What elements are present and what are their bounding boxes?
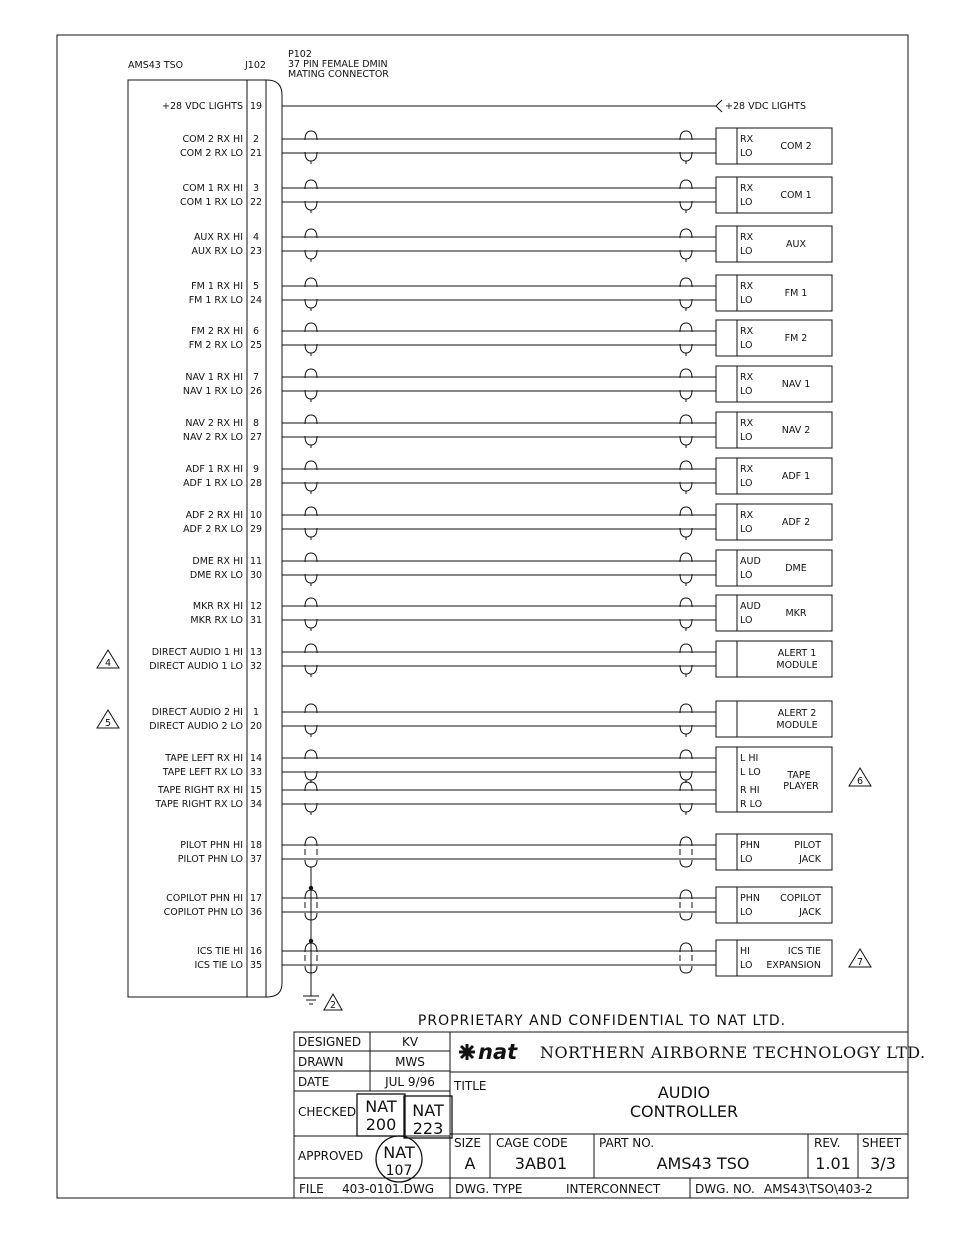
dwg-no-value: AMS43\TSO\403-2 bbox=[764, 1182, 873, 1196]
proprietary-notice: PROPRIETARY AND CONFIDENTIAL TO NAT LTD. bbox=[417, 1013, 787, 1029]
ground-symbol bbox=[303, 968, 319, 1004]
shield-left-icon bbox=[305, 461, 317, 491]
phone-lo-label: PILOT PHN LO bbox=[177, 854, 243, 865]
device-hi-pin: RX bbox=[740, 326, 754, 337]
pair-hi-pin: 5 bbox=[252, 281, 260, 292]
svg-text:NAT: NAT bbox=[412, 1101, 444, 1120]
cage-value: 3AB01 bbox=[514, 1154, 568, 1173]
shield-left-icon bbox=[305, 553, 317, 583]
device-hi-pin: RX bbox=[740, 372, 754, 383]
sheet-value: 3/3 bbox=[870, 1154, 896, 1173]
device-lo-pin: LO bbox=[740, 340, 753, 351]
pair-hi-pin: 12 bbox=[249, 601, 263, 612]
pair-hi-label: AUX RX HI bbox=[193, 232, 243, 243]
shield-right-icon bbox=[680, 229, 692, 259]
svg-text:NAT: NAT bbox=[365, 1097, 397, 1116]
device-box bbox=[716, 412, 832, 448]
plug-desc-line2: MATING CONNECTOR bbox=[288, 69, 389, 80]
junction-dot bbox=[309, 939, 313, 943]
file-value: 403-0101.DWG bbox=[342, 1182, 434, 1196]
unit-label: AMS43 TSO bbox=[128, 60, 184, 71]
pair-lo-label: DIRECT AUDIO 1 LO bbox=[149, 661, 243, 672]
device-name: COM 2 bbox=[780, 141, 812, 152]
junction-dot bbox=[309, 886, 313, 890]
jack-device-name: COPILOT bbox=[780, 893, 821, 904]
pair-lo-pin: 21 bbox=[249, 148, 263, 159]
pair-lo-pin: 27 bbox=[249, 432, 263, 443]
shield-right-icon bbox=[680, 180, 692, 210]
pair-hi-label: FM 2 RX HI bbox=[191, 326, 243, 337]
tape-line-pin: 34 bbox=[249, 799, 263, 810]
device-hi-pin: RX bbox=[740, 232, 754, 243]
title-line2: CONTROLLER bbox=[629, 1102, 739, 1121]
pair-lo-pin: 24 bbox=[249, 295, 263, 306]
pair-hi-label: FM 1 RX HI bbox=[191, 281, 243, 292]
jack-device-name: PILOT bbox=[794, 840, 821, 851]
svg-text:2: 2 bbox=[329, 1000, 337, 1011]
jack-lo-pin: LO bbox=[740, 960, 753, 971]
device-name: MKR bbox=[785, 608, 807, 619]
phone-hi-pin: 18 bbox=[249, 840, 263, 851]
rev-value: 1.01 bbox=[815, 1154, 851, 1173]
device-hi-pin: RX bbox=[740, 281, 754, 292]
cage-label: CAGE CODE bbox=[496, 1136, 568, 1150]
size-label: SIZE bbox=[454, 1136, 481, 1150]
phone-lo-pin: 37 bbox=[249, 854, 263, 865]
pair-lo-label: MKR RX LO bbox=[190, 615, 243, 626]
shield-left-icon bbox=[305, 131, 317, 161]
device-name: NAV 1 bbox=[781, 379, 811, 390]
jack-device-name-line2: JACK bbox=[799, 907, 821, 918]
device-hi-pin: RX bbox=[740, 183, 754, 194]
jack-device-name-line2: EXPANSION bbox=[766, 960, 821, 971]
pair-lo-label: COM 1 RX LO bbox=[180, 197, 243, 208]
pair-lo-label: ADF 2 RX LO bbox=[183, 524, 243, 535]
tape-line-label: TAPE LEFT RX LO bbox=[162, 767, 243, 778]
jack-device-name-line2: JACK bbox=[799, 854, 821, 865]
pair-lo-pin: 25 bbox=[249, 340, 263, 351]
designed-value: KV bbox=[401, 1035, 419, 1049]
pair-lo-label: FM 2 RX LO bbox=[188, 340, 243, 351]
dwg-type-value: INTERCONNECT bbox=[566, 1182, 661, 1196]
pair-lo-label: ADF 1 RX LO bbox=[183, 478, 243, 489]
jack-hi-pin: PHN bbox=[740, 840, 760, 851]
note-flag-4: 4 bbox=[104, 658, 112, 669]
tape-line-label: TAPE RIGHT RX LO bbox=[155, 799, 243, 810]
device-lo-pin: LO bbox=[740, 148, 753, 159]
shield-icon bbox=[305, 837, 317, 867]
note-flag-7: 7 bbox=[856, 957, 864, 968]
pair-hi-label: NAV 1 RX HI bbox=[185, 372, 243, 383]
device-hi-pin: RX bbox=[740, 134, 754, 145]
device-lo-pin: LO bbox=[740, 524, 753, 535]
device-name: FM 2 bbox=[784, 333, 808, 344]
pair-hi-label: COM 1 RX HI bbox=[182, 183, 243, 194]
shield-right-icon bbox=[680, 750, 692, 780]
pair-lo-pin: 29 bbox=[249, 524, 263, 535]
pair-hi-label: MKR RX HI bbox=[192, 601, 243, 612]
pair-lo-pin: 26 bbox=[249, 386, 263, 397]
jack-hi-pin: PHN bbox=[740, 893, 760, 904]
approved-label: APPROVED bbox=[298, 1149, 364, 1163]
shield-right-icon bbox=[680, 704, 692, 734]
device-name: ADF 2 bbox=[781, 517, 811, 528]
pair-hi-label: ADF 1 RX HI bbox=[185, 464, 243, 475]
shield-icon bbox=[680, 837, 692, 867]
tape-device-pin: L HI bbox=[740, 753, 759, 764]
device-hi-pin: RX bbox=[740, 418, 754, 429]
note-flag-6: 6 bbox=[856, 776, 864, 787]
rev-label: REV. bbox=[814, 1136, 841, 1150]
date-label: DATE bbox=[298, 1075, 330, 1089]
dwg-type-label: DWG. TYPE bbox=[455, 1182, 523, 1196]
tape-line-pin: 33 bbox=[249, 767, 263, 778]
wiring-group bbox=[97, 100, 871, 976]
pair-lo-pin: 23 bbox=[249, 246, 263, 257]
tape-device-name: TAPE bbox=[787, 770, 811, 781]
jack-hi-pin: HI bbox=[740, 946, 750, 957]
shield-right-icon bbox=[680, 644, 692, 674]
pair-lo-label: NAV 2 RX LO bbox=[182, 432, 243, 443]
svg-text:nat: nat bbox=[478, 1040, 518, 1064]
tape-device-pin: L LO bbox=[740, 767, 761, 778]
pair-lo-label: FM 1 RX LO bbox=[188, 295, 243, 306]
lights-arrow-icon bbox=[716, 100, 722, 112]
part-label: PART NO. bbox=[599, 1136, 655, 1150]
sheet-label: SHEET bbox=[862, 1136, 902, 1150]
phone-lo-pin: 35 bbox=[249, 960, 263, 971]
shield-left-icon bbox=[305, 229, 317, 259]
device-lo-pin: LO bbox=[740, 478, 753, 489]
pair-hi-label: DIRECT AUDIO 1 HI bbox=[151, 647, 243, 658]
shield-left-icon bbox=[305, 782, 317, 812]
phone-lo-label: ICS TIE LO bbox=[194, 960, 243, 971]
device-box bbox=[716, 177, 832, 213]
pair-lo-pin: 22 bbox=[249, 197, 263, 208]
pair-lo-pin: 20 bbox=[249, 721, 263, 732]
device-lo-pin: LO bbox=[740, 615, 753, 626]
shield-left-icon bbox=[305, 278, 317, 308]
checked-label: CHECKED bbox=[298, 1105, 357, 1119]
jack-device-name: ICS TIE bbox=[787, 946, 821, 957]
pair-hi-pin: 9 bbox=[252, 464, 260, 475]
pair-hi-label: DME RX HI bbox=[192, 556, 243, 567]
pair-lo-pin: 28 bbox=[249, 478, 263, 489]
device-box bbox=[716, 701, 832, 737]
file-label: FILE bbox=[299, 1182, 324, 1196]
pair-hi-pin: 3 bbox=[252, 183, 260, 194]
shield-right-icon bbox=[680, 323, 692, 353]
pair-hi-pin: 7 bbox=[252, 372, 260, 383]
nat-logo bbox=[459, 1040, 518, 1064]
device-name: ALERT 1 bbox=[777, 648, 817, 659]
device-name-line2: MODULE bbox=[776, 720, 818, 731]
shield-right-icon bbox=[680, 507, 692, 537]
device-box bbox=[716, 504, 832, 540]
starburst-icon bbox=[459, 1044, 475, 1060]
pair-lo-pin: 31 bbox=[249, 615, 263, 626]
pair-hi-pin: 1 bbox=[252, 707, 260, 718]
device-name: ALERT 2 bbox=[777, 708, 817, 719]
pair-lo-label: DIRECT AUDIO 2 LO bbox=[149, 721, 243, 732]
shield-left-icon bbox=[305, 369, 317, 399]
pair-hi-label: NAV 2 RX HI bbox=[185, 418, 243, 429]
shield-left-icon bbox=[305, 644, 317, 674]
dwg-no-label: DWG. NO. bbox=[695, 1182, 755, 1196]
device-box bbox=[716, 595, 832, 631]
jack-label: J102 bbox=[245, 60, 266, 71]
device-box bbox=[716, 366, 832, 402]
pair-hi-pin: 13 bbox=[249, 647, 263, 658]
pair-hi-pin: 4 bbox=[252, 232, 260, 243]
pair-hi-label: DIRECT AUDIO 2 HI bbox=[151, 707, 243, 718]
phone-hi-pin: 16 bbox=[249, 946, 263, 957]
pair-lo-label: NAV 1 RX LO bbox=[182, 386, 243, 397]
svg-text:NAT: NAT bbox=[383, 1143, 415, 1162]
shield-right-icon bbox=[680, 369, 692, 399]
drawn-label: DRAWN bbox=[298, 1055, 344, 1069]
tape-line-label: TAPE LEFT RX HI bbox=[165, 753, 243, 764]
shield-right-icon bbox=[680, 131, 692, 161]
lights-dest: +28 VDC LIGHTS bbox=[725, 101, 806, 112]
device-name-line2: MODULE bbox=[776, 660, 818, 671]
title-label: TITLE bbox=[454, 1079, 487, 1093]
svg-text:107: 107 bbox=[385, 1163, 413, 1179]
shield-left-icon bbox=[305, 704, 317, 734]
tape-device-name-line2: PLAYER bbox=[783, 781, 819, 792]
svg-text:223: 223 bbox=[412, 1119, 444, 1138]
device-lo-pin: LO bbox=[740, 432, 753, 443]
size-value: A bbox=[464, 1154, 476, 1173]
pair-lo-label: DME RX LO bbox=[189, 570, 243, 581]
svg-text:200: 200 bbox=[365, 1115, 397, 1134]
approver-stamp bbox=[376, 1136, 422, 1182]
device-box bbox=[716, 550, 832, 586]
device-hi-pin: AUD bbox=[740, 601, 761, 612]
pair-hi-pin: 11 bbox=[249, 556, 263, 567]
device-lo-pin: LO bbox=[740, 570, 753, 581]
shield-right-icon bbox=[680, 415, 692, 445]
device-box bbox=[716, 641, 832, 677]
device-name: FM 1 bbox=[784, 288, 808, 299]
device-lo-pin: LO bbox=[740, 295, 753, 306]
shield-left-icon bbox=[305, 323, 317, 353]
note-flag-5: 5 bbox=[104, 718, 112, 729]
phone-lo-pin: 36 bbox=[249, 907, 263, 918]
shield-right-icon bbox=[680, 598, 692, 628]
shield-right-icon bbox=[680, 278, 692, 308]
device-box bbox=[716, 226, 832, 262]
shield-icon bbox=[680, 943, 692, 973]
shield-left-icon bbox=[305, 598, 317, 628]
jack-lo-pin: LO bbox=[740, 854, 753, 865]
shield-left-icon bbox=[305, 180, 317, 210]
lights-label: +28 VDC LIGHTS bbox=[162, 101, 243, 112]
pair-hi-pin: 10 bbox=[249, 510, 263, 521]
device-lo-pin: LO bbox=[740, 386, 753, 397]
checker-stamp-2 bbox=[404, 1096, 452, 1138]
shield-left-icon bbox=[305, 415, 317, 445]
phone-hi-label: ICS TIE HI bbox=[196, 946, 243, 957]
device-name: ADF 1 bbox=[781, 471, 811, 482]
device-name: NAV 2 bbox=[781, 425, 811, 436]
device-box bbox=[716, 275, 832, 311]
tape-device-box bbox=[716, 747, 832, 812]
shield-left-icon bbox=[305, 750, 317, 780]
tape-device-pin: R HI bbox=[740, 785, 760, 796]
device-box bbox=[716, 458, 832, 494]
jack-lo-pin: LO bbox=[740, 907, 753, 918]
device-box bbox=[716, 128, 832, 164]
device-lo-pin: LO bbox=[740, 197, 753, 208]
phone-lo-label: COPILOT PHN LO bbox=[163, 907, 243, 918]
shield-right-icon bbox=[680, 782, 692, 812]
device-hi-pin: RX bbox=[740, 464, 754, 475]
part-value: AMS43 TSO bbox=[656, 1154, 750, 1173]
designed-label: DESIGNED bbox=[298, 1035, 362, 1049]
device-name: COM 1 bbox=[780, 190, 812, 201]
shield-icon bbox=[680, 890, 692, 920]
device-box bbox=[716, 320, 832, 356]
device-name: DME bbox=[785, 563, 807, 574]
tape-line-label: TAPE RIGHT RX HI bbox=[157, 785, 243, 796]
plug-desc-line1: 37 PIN FEMALE DMIN bbox=[288, 59, 388, 70]
date-value: JUL 9/96 bbox=[385, 1075, 435, 1089]
checker-stamp-1 bbox=[357, 1094, 405, 1136]
pair-hi-pin: 6 bbox=[252, 326, 260, 337]
tape-line-pin: 14 bbox=[249, 753, 263, 764]
shield-right-icon bbox=[680, 461, 692, 491]
phone-hi-label: PILOT PHN HI bbox=[180, 840, 243, 851]
pair-lo-pin: 32 bbox=[249, 661, 263, 672]
lights-pin: 19 bbox=[249, 101, 263, 112]
tape-device-pin: R LO bbox=[740, 799, 763, 810]
company-name: NORTHERN AIRBORNE TECHNOLOGY LTD. bbox=[540, 1043, 926, 1062]
pair-hi-label: COM 2 RX HI bbox=[182, 134, 243, 145]
pair-lo-pin: 30 bbox=[249, 570, 263, 581]
phone-hi-label: COPILOT PHN HI bbox=[166, 893, 243, 904]
shield-left-icon bbox=[305, 507, 317, 537]
shield-right-icon bbox=[680, 553, 692, 583]
pair-lo-label: COM 2 RX LO bbox=[180, 148, 243, 159]
pair-lo-label: AUX RX LO bbox=[191, 246, 243, 257]
phone-hi-pin: 17 bbox=[249, 893, 263, 904]
pair-hi-pin: 8 bbox=[252, 418, 260, 429]
ground-note-flag bbox=[324, 994, 342, 1011]
pair-hi-pin: 2 bbox=[252, 134, 260, 145]
tape-line-pin: 15 bbox=[249, 785, 263, 796]
pair-hi-label: ADF 2 RX HI bbox=[185, 510, 243, 521]
drawn-value: MWS bbox=[395, 1055, 425, 1069]
plug-label: P102 bbox=[288, 49, 312, 60]
device-hi-pin: RX bbox=[740, 510, 754, 521]
title-line1: AUDIO bbox=[657, 1083, 711, 1102]
device-name: AUX bbox=[786, 239, 806, 250]
device-hi-pin: AUD bbox=[740, 556, 761, 567]
device-lo-pin: LO bbox=[740, 246, 753, 257]
